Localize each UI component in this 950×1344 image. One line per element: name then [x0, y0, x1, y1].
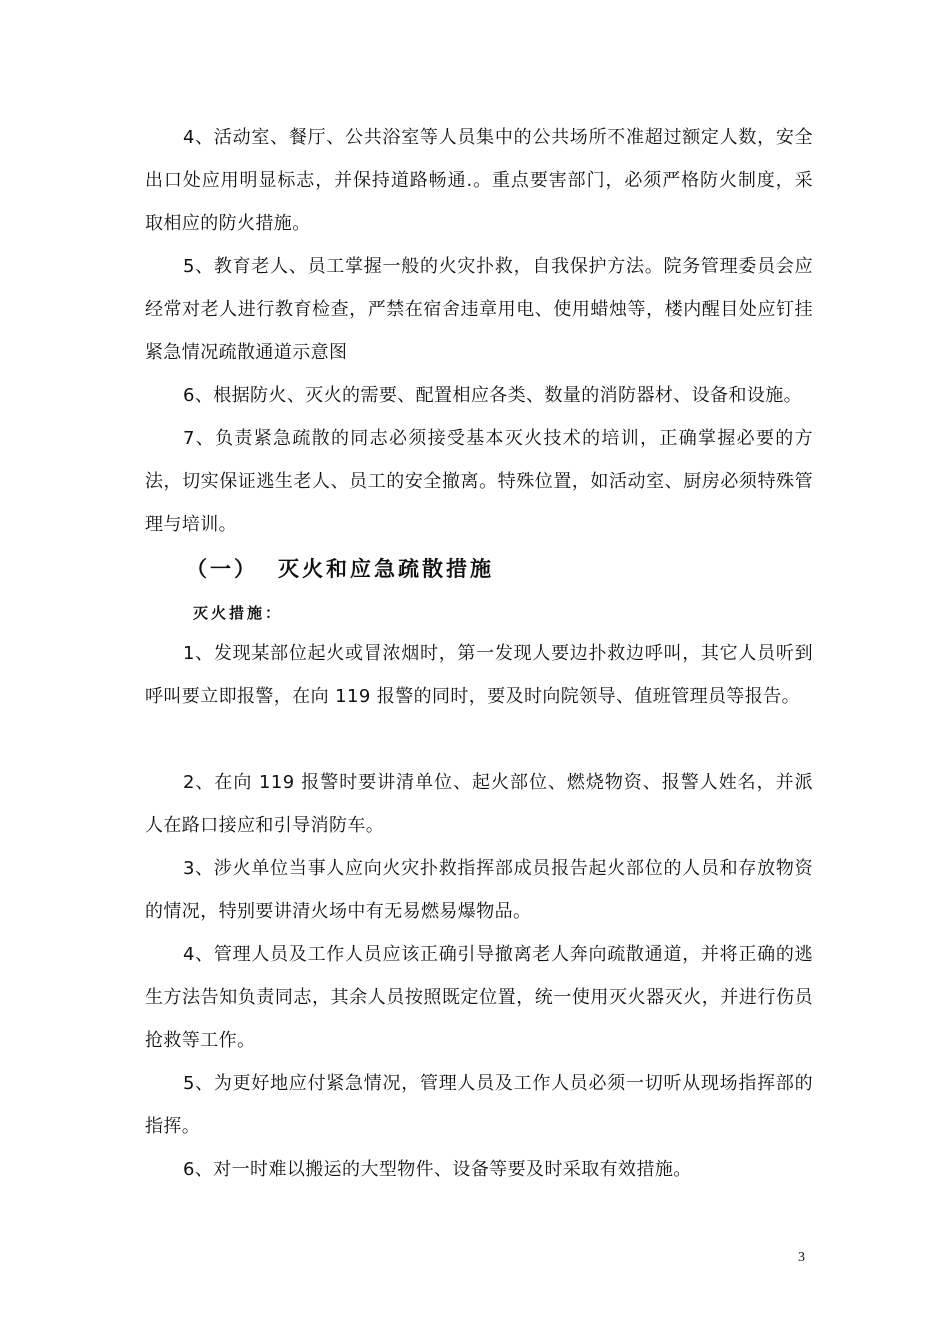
measure-5-obey-command: 5、为更好地应付紧急情况，管理人员及工作人员必须一切听从现场指挥部的指挥。	[145, 1073, 813, 1137]
measure-3-inform: 3、涉火单位当事人应向火灾扑救指挥部成员报告起火部位的人员和存放物资的情况，特别要讲清火场中有无易燃易爆物品。	[145, 858, 813, 922]
subheading-fire-fighting: 灭火措施：	[193, 604, 284, 622]
paragraph-6-equipment: 6、根据防火、灭火的需要、配置相应各类、数量的消防器材、设备和设施。	[183, 385, 803, 406]
measure-6-large-equipment: 6、对一时难以搬运的大型物件、设备等要及时采取有效措施。	[183, 1159, 692, 1180]
section-heading	[186, 549, 494, 589]
paragraph-7-evacuation-training: 7、负责紧急疏散的同志必须接受基本灭火技术的培训，正确掌握必要的方法，切实保证逃生老人、员工的安全撤离。特殊位置，如活动室、厨房必须特殊管理与培训。	[145, 428, 813, 535]
section-number: （一）	[186, 557, 258, 581]
paragraph-4-crowd-control: 4、活动室、餐厅、公共浴室等人员集中的公共场所不准超过额定人数，安全出口处应用明显标志，并保持道路畅通.。重点要害部门，必须严格防火制度，采取相应的防火措施。	[145, 127, 813, 234]
page-number: 3	[798, 1250, 805, 1265]
measure-2-call-119: 2、在向 119 报警时要讲清单位、起火部位、燃烧物资、报警人姓名，并派人在路口接应和引导消防车。	[145, 772, 813, 836]
section-title: 灭火和应急疏散措施	[278, 557, 494, 581]
paragraph-5-education: 5、教育老人、员工掌握一般的火灾扑救，自我保护方法。院务管理委员会应经常对老人进行教育检查，严禁在宿舍违章用电、使用蜡烛等，楼内醒目处应钉挂紧急情况疏散通道示意图	[145, 256, 813, 363]
measure-4-guide-evacuation: 4、管理人员及工作人员应该正确引导撤离老人奔向疏散通道，并将正确的逃生方法告知负责同志，其余人员按照既定位置，统一使用灭火器灭火，并进行伤员抢救等工作。	[145, 944, 813, 1051]
measure-1-report: 1、发现某部位起火或冒浓烟时，第一发现人要边扑救边呼叫，其它人员听到呼叫要立即报警，在向 119 报警的同时，要及时向院领导、值班管理员等报告。	[145, 643, 813, 707]
